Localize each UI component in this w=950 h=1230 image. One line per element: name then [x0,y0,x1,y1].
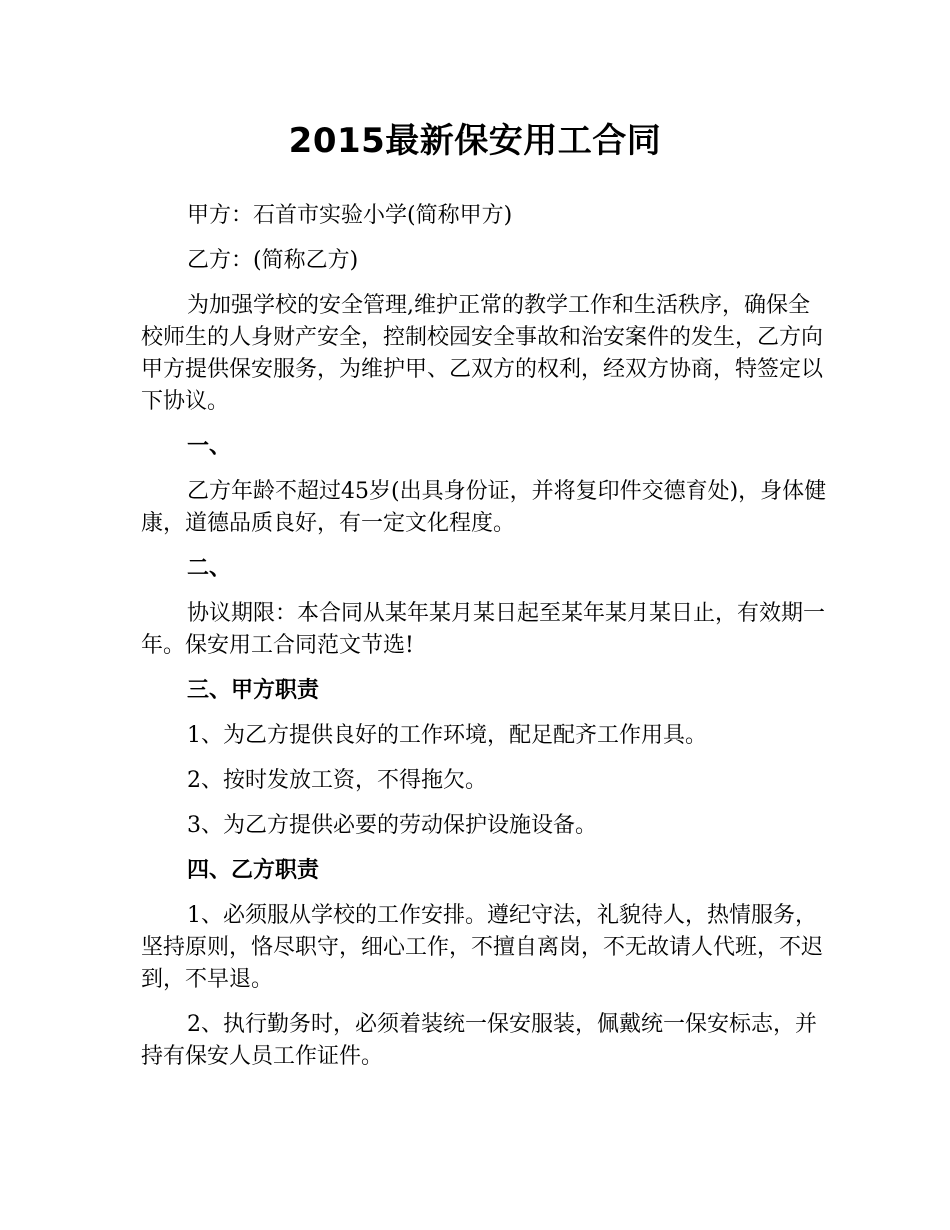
party-a-line: 甲方：石首市实验小学(简称甲方) [187,203,513,228]
section-4-heading: 四、乙方职责 [187,858,320,883]
section-1-paragraph: 乙方年龄不超过45岁(出具身份证，并将复印件交德育处)，身体健康，道德品质良好，有一定文化程度。 [141,479,827,536]
party-b-line: 乙方：(简称乙方) [187,248,359,273]
section-2-heading: 二、 [187,556,232,581]
section-4-item: 1、必须服从学校的工作安排。遵纪守法，礼貌待人，热情服务，坚持原则，恪尽职守，细心工作，不擅自离岗，不无故请人代班，不迟到，不早退。 [141,903,824,992]
section-1-heading: 一、 [187,434,232,459]
preamble-paragraph: 为加强学校的安全管理,维护正常的教学工作和生活秩序，确保全校师生的人身财产安全，控制校园安全事故和治安案件的发生，乙方向甲方提供保安服务，为维护甲、乙双方的权利，经双方协商，特签定以下协议。 [141,293,824,414]
section-3-heading: 三、甲方职责 [187,678,320,703]
section-3-item: 2、按时发放工资，不得拖欠。 [187,768,487,793]
section-2-paragraph: 协议期限：本合同从某年某月某日起至某年某月某日止，有效期一年。保安用工合同范文节选! [141,601,826,658]
document-title: 2015最新保安用工合同 [288,121,662,161]
section-3-item: 1、为乙方提供良好的工作环境，配足配齐工作用具。 [187,723,707,748]
section-3-item: 3、为乙方提供必要的劳动保护设施设备。 [187,813,597,838]
document-body [141,200,831,1086]
section-4-item: 2、执行勤务时，必须着装统一保安服装，佩戴统一保安标志，并持有保安人员工作证件。 [141,1012,817,1069]
